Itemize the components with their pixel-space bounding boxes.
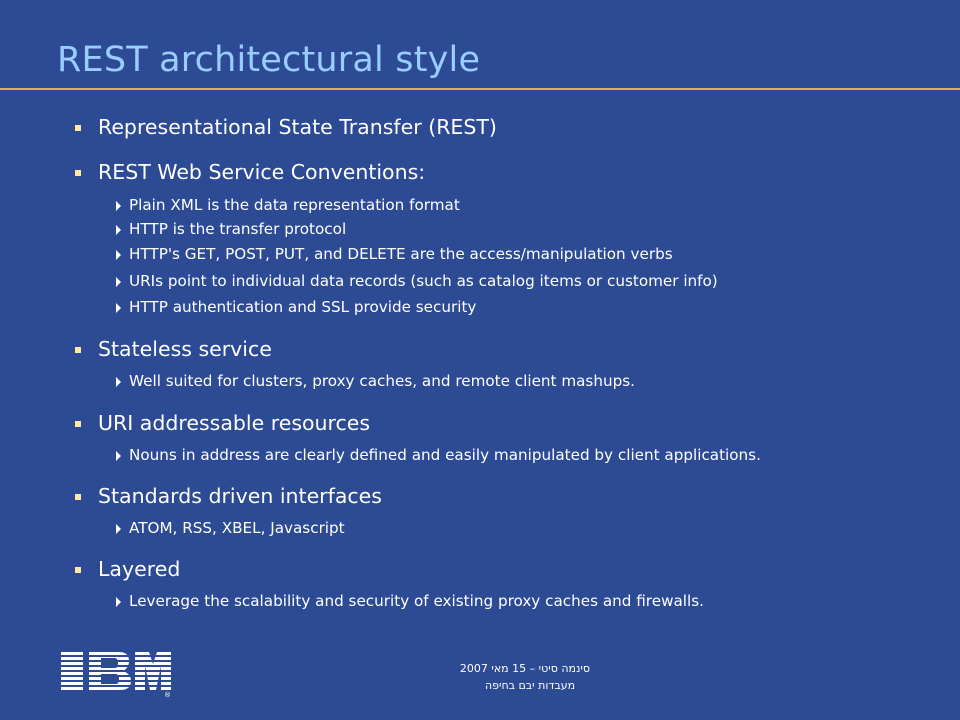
slide-title: REST architectural style	[57, 40, 481, 80]
square-bullet-icon	[75, 421, 81, 427]
bullet-text: Stateless service	[98, 337, 272, 361]
sub-bullet-text: ATOM, RSS, XBEL, Javascript	[129, 519, 345, 537]
triangle-bullet-icon	[116, 597, 121, 607]
triangle-bullet-icon	[116, 303, 121, 313]
sub-bullet-text: Leverage the scalability and security of existing proxy caches and firewalls.	[129, 592, 704, 610]
triangle-bullet-icon	[116, 225, 121, 235]
bullet-text: Standards driven interfaces	[98, 484, 382, 508]
sub-bullet-text: HTTP's GET, POST, PUT, and DELETE are the access/manipulation verbs	[129, 245, 673, 263]
ibm-logo	[61, 652, 171, 698]
bullet-text: REST Web Service Conventions:	[98, 160, 426, 184]
title-divider	[0, 88, 960, 90]
sub-bullet-text: Nouns in address are clearly defined and easily manipulated by client applications.	[129, 446, 761, 464]
triangle-bullet-icon	[116, 377, 121, 387]
bullet-text: URI addressable resources	[98, 411, 371, 435]
triangle-bullet-icon	[116, 524, 121, 534]
triangle-bullet-icon	[116, 250, 121, 260]
square-bullet-icon	[75, 347, 81, 353]
triangle-bullet-icon	[116, 277, 121, 287]
square-bullet-icon	[75, 125, 81, 131]
square-bullet-icon	[75, 494, 81, 500]
footer-event: סינמה סיטי – 15 מאי 2007	[459, 662, 590, 675]
square-bullet-icon	[75, 567, 81, 573]
triangle-bullet-icon	[116, 451, 121, 461]
footer-lab: מעבדות יבם בחיפה	[484, 679, 576, 692]
sub-bullet-text: URIs point to individual data records (such as catalog items or customer info)	[129, 272, 718, 290]
registered-mark: ®	[164, 691, 171, 698]
sub-bullet-text: HTTP authentication and SSL provide security	[129, 298, 477, 316]
sub-bullet-text: HTTP is the transfer protocol	[129, 220, 347, 238]
sub-bullet-text: Well suited for clusters, proxy caches, and remote client mashups.	[129, 372, 635, 390]
triangle-bullet-icon	[116, 201, 121, 211]
sub-bullet-text: Plain XML is the data representation format	[129, 196, 460, 214]
square-bullet-icon	[75, 170, 81, 176]
bullet-text: Layered	[98, 557, 181, 581]
bullet-text: Representational State Transfer (REST)	[98, 115, 497, 139]
